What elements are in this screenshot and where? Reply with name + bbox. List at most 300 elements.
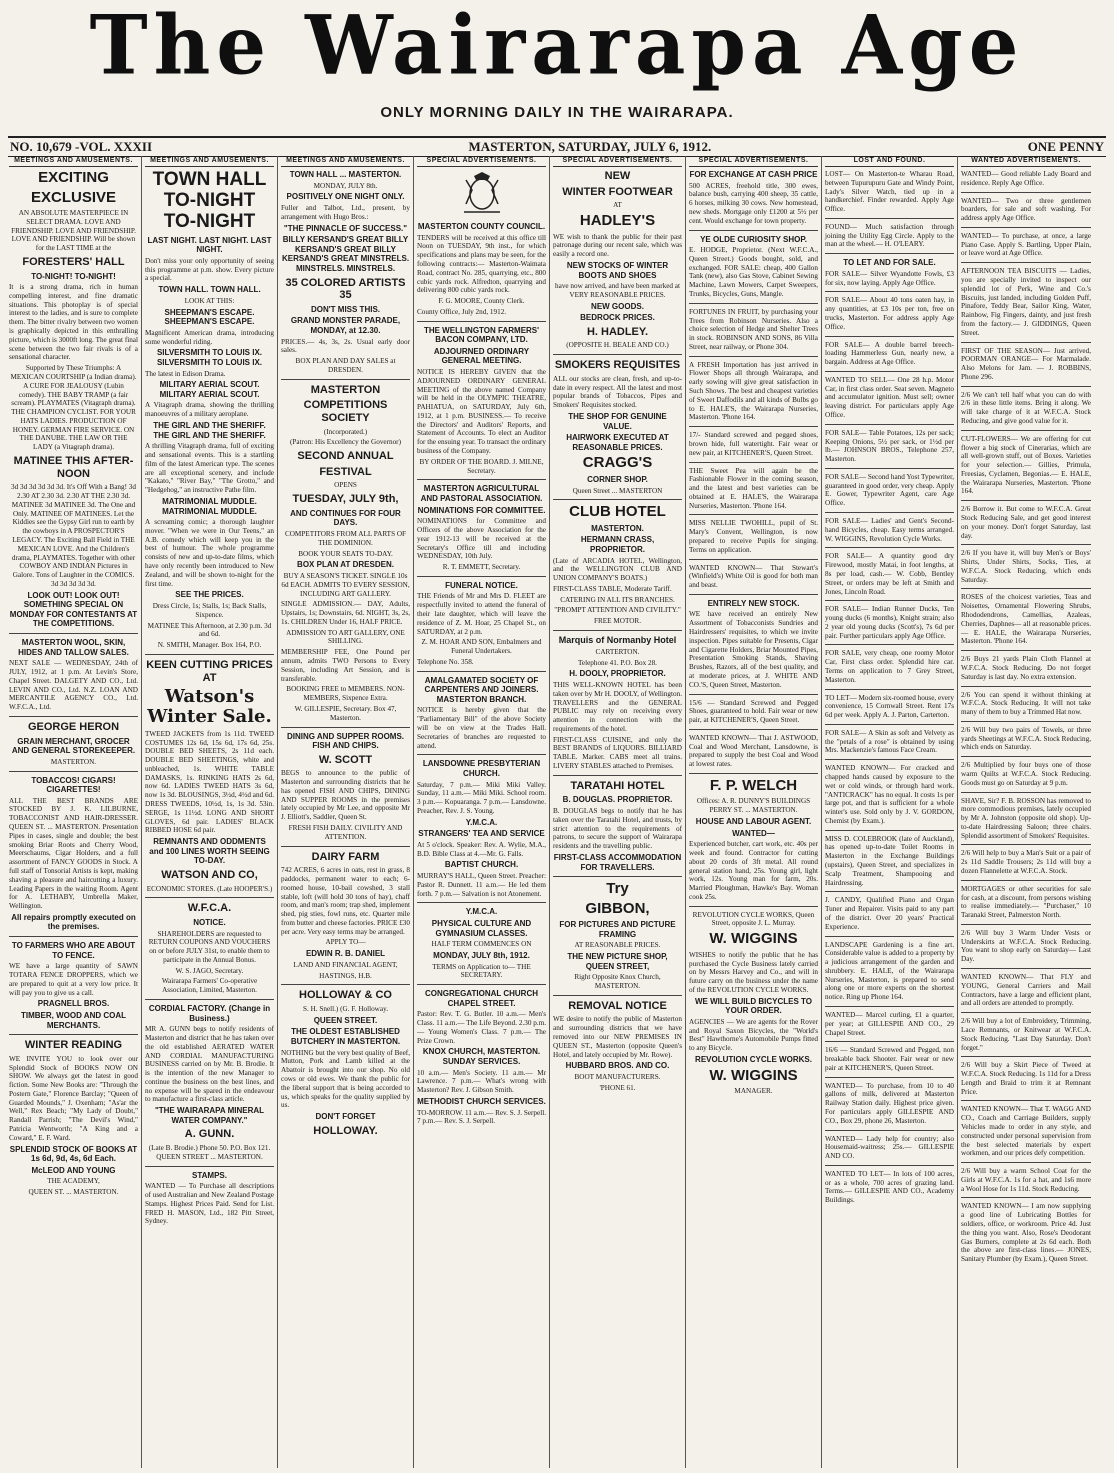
ad-text: 2/6 Borrow it. But come to W.F.C.A. Great Stock Reducing Sale, and get good interest on your money. Don't forget Saturday, last day. <box>961 505 1091 540</box>
ad-subheading: SHEEPMAN'S ESCAPE. SHEEPMAN'S ESCAPE. <box>164 307 255 327</box>
ad-subheading: HOUSE AND LABOUR AGENT. <box>695 817 812 827</box>
ad-text: Right Opposite Knox Church, MASTERTON. <box>574 973 661 991</box>
ad-subheading: HUBBARD BROS. AND CO. <box>565 1061 670 1071</box>
ad-subheading: CONGREGATIONAL CHURCH CHAPEL STREET. <box>424 989 539 1008</box>
divider <box>553 775 682 776</box>
divider <box>825 218 954 219</box>
divider <box>689 303 818 304</box>
column-8 <box>958 156 1094 1468</box>
column-5 <box>550 156 686 1468</box>
divider <box>145 897 274 898</box>
ad-subheading: QUEEN STREET. <box>313 1015 378 1025</box>
divider <box>961 192 1091 193</box>
issue-price: ONE PENNY <box>1027 139 1104 154</box>
divider <box>961 844 1091 845</box>
ad-heading: REMOVAL NOTICE <box>568 999 667 1012</box>
divider <box>689 356 818 357</box>
divider <box>961 430 1091 431</box>
ad-text: NOTICE is hereby given that the "Parliamentary Bill" of the above Society will be on view at the Trades Hall. Secretaries of branches are requested to attend. <box>417 706 546 750</box>
ad-text: FOUND— Much satisfaction through joining the Utility Egg Circle. Apply to the man at the wheel.— H. O'LEARY. <box>825 222 954 249</box>
divider <box>417 902 546 903</box>
ad-heading: COMPETITIONS SOCIETY <box>303 399 388 424</box>
ad-subheading: AND CONTINUES FOR FOUR DAYS. <box>290 508 401 528</box>
ad-text: HALF TERM COMMENCES ON <box>431 940 532 949</box>
ad-text: MORTGAGES or other securities for sale for cash, at a discount, from persons wishing to realise immediately.— "Purchaser," 10 Taranaki Street, Palmerston North. <box>961 884 1091 920</box>
ad-subheading: TO FARMERS WHO ARE ABOUT TO FENCE. <box>11 941 136 960</box>
divider <box>417 321 546 322</box>
ad-text: It is a strong drama, rich in human compelling interest, and fine dramatic situations. This photoplay is of special interest to the ladies, and is sure to complete them. The bitter rivalry between two women is graphically depicted in this enthralling picture, which is 3000ft long. The great final scene between the two fair rivals is of a sensational character. <box>9 283 138 362</box>
ad-text: ADMISSION TO ART GALLERY, ONE SHILLING. <box>286 628 405 646</box>
ad-subheading: METHODIST CHURCH SERVICES. <box>417 1096 546 1106</box>
ad-text: TO LET— Modern six-roomed house, every convenience, 15 Cornwall Street. Rent 17s 6d per week. Apply A. J. Parton, Carterton. <box>825 693 954 720</box>
ad-text: (Late of ARCADIA HOTEL, Wellington, and the WELLINGTON CLUB AND UNION COMPANY'S BOATS.) <box>553 556 682 583</box>
ad-text: 17/- Standard screwed and pegged shoes, brown hide, full watertight. Fair wear or new pair, at KITCHENER'S, Queen Street. <box>689 431 818 457</box>
ad-subheading: CORDIAL FACTORY. (Change in Business.) <box>148 1004 271 1023</box>
ad-text: SHAREHOLDERS are requested to RETURN COUPONS AND VOUCHERS on or before JULY 31st, to enable them to participate in the Annual Bonus. <box>148 929 271 964</box>
ad-text: (OPPOSITE H. BEALE AND CO.) <box>566 341 669 350</box>
divider <box>961 756 1091 757</box>
column-2 <box>142 156 278 1468</box>
ad-text: WANTED KNOWN— That FLY and YOUNG, General Carriers and Mail Contractors, have a large and efficient plant, and all orders are attended to promptly. <box>961 973 1091 1008</box>
divider <box>961 650 1091 651</box>
ad-subheading: FOR EXCHANGE AT CASH PRICE <box>689 170 818 179</box>
ad-text: 'PHONE 61. <box>599 1083 636 1092</box>
ad-text: FOR SALE— Ladies' and Gent's Second-hand Bicycles, cheap. Easy terms arranged. W. WIGGINS, Revolution Cycle Works. <box>825 517 954 543</box>
ad-subheading: NOMINATIONS FOR COMMITTEE. <box>417 505 546 515</box>
column-header: MEETINGS AND AMUSEMENTS. <box>9 156 138 167</box>
ad-subheading: TOBACCOS! CIGARS! CIGARETTES! <box>31 775 116 795</box>
ad-subheading: TOWN HALL ... MASTERTON. <box>289 170 402 179</box>
ad-subheading: STAMPS. <box>192 1170 227 1180</box>
column-4 <box>414 156 550 1468</box>
ad-text: FOR SALE— Second hand Yost Typewriter, guaranteed in good order, very cheap. Apply E. Gower, Typewriter Agent, care Age Office. <box>825 472 954 508</box>
ad-text: WANTED KNOWN— That J. ASTWOOD, Coal and Wood Merchant, Lansdowne, is prepared to supply the best Coal and Wood at lowest rates. <box>689 733 818 769</box>
ad-subheading: HAIRWORK EXECUTED AT REASONABLE PRICES. <box>566 433 669 452</box>
ad-subheading: MASTERTON. <box>591 523 644 533</box>
ad-text: MASTERTON. <box>50 757 97 766</box>
ad-heading: Try <box>606 880 629 898</box>
divider <box>961 880 1091 881</box>
ad-text: TENDERS will be received at this office till Noon on TUESDAY, 9th inst., for which specifications and plans may be seen, for the following contracts:— Masterton-Waimata Road, contract No. 285, quarrying, etc., 800 cubic yards rock. Alfredton, quarrying and delivering 800 cubic yards rock. <box>417 233 546 295</box>
ad-heading: W. WIGGINS <box>709 1066 798 1084</box>
ad-heading: FESTIVAL <box>319 465 372 478</box>
ad-subheading: YE OLDE CURIOSITY SHOP. <box>700 234 807 244</box>
divider <box>689 729 818 730</box>
ad-text: County Office, July 2nd, 1912. <box>417 307 507 316</box>
divider <box>553 995 682 996</box>
ad-subheading: MATRIMONIAL MUDDLE. MATRIMONIAL MUDDLE. <box>162 496 257 516</box>
ad-heading: HADLEY'S <box>579 212 656 230</box>
ad-text: ROSES of the choicest varieties, Teas and Noisettes, Ornamental Flowering Shrubs, Rhododendrons, Camellias, Azaleas, Cherries, Daphnes— all at reasonable prices.— E. HALE, the Wairarapa Nurseries, Masterton. 'Phone 164. <box>961 593 1091 646</box>
ad-text: AT REASONABLE PRICES. <box>574 941 661 950</box>
ad-subheading: LAST NIGHT. LAST NIGHT. LAST NIGHT. <box>147 235 272 255</box>
ad-text: COMPETITORS FROM ALL PARTS OF THE DOMINION. <box>284 530 407 547</box>
ad-heading: SECOND ANNUAL <box>297 450 394 463</box>
ad-text: FOR SALE— About 40 tons oaten hay, in any quantities, at £3 10s per ton, free on trucks, Masterton. For address apply Age Office. <box>825 296 954 331</box>
divider <box>145 1166 274 1167</box>
ad-text: LOOK AT THIS: <box>184 296 235 305</box>
ad-text: THE ACADEMY, <box>47 1177 100 1186</box>
ad-heading: F. P. WELCH <box>709 776 798 794</box>
ad-text: BUY A SEASON'S TICKET. SINGLE 10s 6d EACH. ADMITS TO EVERY SESSION, INCLUDING ART GALLERY. <box>281 572 410 598</box>
ad-subheading: REMNANTS AND ODDMENTS and 100 LINES WORTH SEEING TO-DAY. <box>149 837 270 866</box>
column-header: MEETINGS AND AMUSEMENTS. <box>145 156 274 167</box>
divider <box>961 262 1091 263</box>
ad-subheading: MONDAY, JULY 8th, 1912. <box>433 950 530 960</box>
ad-heading: W. WIGGINS <box>709 930 798 948</box>
ad-text: WE desire to notify the public of Masterton and surrounding districts that we have removed into our NEW PREMISES IN QUEEN ST., Masterton (opposite Queen's Hotel, and lately occupied by Mr. Rowe). <box>553 1015 682 1059</box>
ad-subheading: Marquis of Normanby Hotel <box>558 635 677 646</box>
ad-subheading: THE NEW PICTURE SHOP, QUEEN STREET, <box>567 952 668 971</box>
ad-subheading: STRANGERS' TEA AND SERVICE <box>418 829 545 839</box>
ad-text: WE have received an entirely New Assortment of Tobacconists Sundries and Hairdressers' requisites, to which we invite inspection. Pipes suitable for Presents, Cigar and Cigarette Holders, Briar Mounted Pipes, Presentation Smoking Stands, Shaving Brushes, Razors, all of the best quality, and at moderate prices, at J. WHITE AND CO.'S, Queen Street, Masterton. <box>689 610 818 689</box>
divider <box>961 1012 1091 1013</box>
ad-text: 2/6 If you have it, will buy Men's or Boys' Shirts, Under Shirts, Socks, Ties, at W.F.C.A. Stock Reducing, which ends Saturday. <box>961 549 1091 584</box>
ad-subheading: Y.M.C.A. <box>465 817 498 827</box>
ad-subheading: MASTERTON WOOL, SKIN, HIDES AND TALLOW SALES. <box>18 638 129 657</box>
ad-heading: CRAGG'S <box>582 454 653 472</box>
ad-text: R. T. EMMETT, Secretary. <box>442 563 521 572</box>
ad-subheading: BAPTIST CHURCH. <box>444 860 519 870</box>
ad-text: FOR SALE— Table Potatoes, 12s per sack; Keeping Onions, 5½ per sack, or 1½d per lb.— JOHNSON BROS., Telephone 257, Masterton. <box>825 428 954 464</box>
ad-text: AN ABSOLUTE MASTERPIECE IN SELECT DRAMA. LOVE AND FRIENDSHIP. LOVE AND FRIENDSHIP. LOVE AND FRIENDSHIP. Will be shown for the LAST TIME at the <box>11 209 136 253</box>
ad-subheading: WANTED— <box>732 828 775 838</box>
ad-subheading: FIRST-CLASS ACCOMMODATION FOR TRAVELLERS. <box>553 852 682 872</box>
divider <box>961 1056 1091 1057</box>
ad-text: BY ORDER OF THE BOARD. J. MILNE, Secretary. <box>419 457 544 475</box>
ad-text: FOR SALE— A double barrel breech-loading Hammerless Gun, nearly new, a bargain. Address at Age Office. <box>825 340 954 367</box>
divider <box>961 227 1091 228</box>
ad-text: Dress Circle, 1s; Stalls, 1s; Back Stalls, Sixpence. <box>152 601 267 619</box>
divider <box>825 424 954 425</box>
divider <box>825 1041 954 1042</box>
columns <box>6 156 1108 1468</box>
divider <box>689 462 818 463</box>
divider <box>9 1034 138 1035</box>
divider <box>689 906 818 907</box>
divider <box>9 716 138 717</box>
ad-text: FOR SALE— A Skin as soft and Velvety as the "petals of a rose" is obtained by using Mrs. Mackenzie's famous Face Cream. <box>825 728 954 755</box>
divider <box>825 1077 954 1078</box>
ad-text: (Patron: His Excellency the Governor) <box>290 438 401 447</box>
ad-text: Don't miss your only opportunity of seeing this programme at p.m. show. Every picture a special. <box>145 256 274 283</box>
divider <box>417 671 546 672</box>
ad-subheading: MASTERTON COUNTY COUNCIL. <box>417 222 546 231</box>
ad-subheading: H. DOOLY, PROPRIETOR. <box>569 669 666 679</box>
ad-subheading: NOTICE. <box>193 917 226 927</box>
ad-subheading: ADJOURNED ORDINARY GENERAL MEETING. <box>433 346 530 366</box>
divider <box>553 876 682 877</box>
divider <box>961 386 1091 387</box>
ad-text: WANTED TO SELL— One 28 h.p. Motor Car, in first class order. Seat seven. Magneto and accumulator ignition. Must sell; owner leaving district. For particulars apply Age Office. <box>825 375 954 419</box>
ad-text: AT <box>613 201 622 210</box>
divider <box>9 771 138 772</box>
ad-text: A thrilling Vitagraph drama, full of exciting and sensational events. This is a startling film of the latest American type. The scenes are all exceptional scenery, and include "Kakato," "River Bay," "The Grotto," and "Hedgehog," an instructive Pathe film. <box>145 442 274 495</box>
ad-subheading: THE WELLINGTON FARMERS' BACON COMPANY, LTD. <box>423 325 540 345</box>
ad-text: Telephone No. 358. <box>417 657 474 666</box>
ad-text: The latest in Edison Drama. <box>145 369 226 378</box>
divider <box>145 654 274 655</box>
divider <box>961 1162 1091 1163</box>
ad-text: MONDAY, JULY 8th. <box>313 181 378 190</box>
ad-text: At 5 o'clock. Speaker: Rev. A. Wylie, M.A., B.D. Bible Class at 4.—Mr. G. Falls. <box>417 840 546 858</box>
ad-subheading: McLEOD AND YOUNG <box>31 1165 116 1175</box>
divider <box>825 1006 954 1007</box>
divider <box>961 1197 1091 1198</box>
ad-text: THE Sweet Pea will again be the Fashionable Flower in the coming season, and the latest and best varieties can be obtained at E. HALE'S, the Wairarapa Nurseries, Masterton. 'Phone 164. <box>689 466 818 510</box>
ad-heading: W. SCOTT <box>318 753 373 766</box>
ad-text: FORTUNES IN FRUIT, by purchasing your Trees from Robinson Nurseries. Also a choice selection of Hedge and Shelter Trees in stock. ROBINSON AND SONS, 86 Villa Street, near railway, or Phone 304. <box>689 307 818 351</box>
ad-text: MISS NELLIE TWOHILL, pupil of St. Mary's Convent, Wellington, is now prepared to receive Pupils for singing. Terms on application. <box>689 519 818 554</box>
ad-heading: H. HADLEY. <box>586 325 649 338</box>
ad-text: QUEEN ST. ... MASTERTON. <box>28 1188 119 1197</box>
ad-text: WE INVITE YOU to look over our Splendid Stock of BOOKS NOW ON SHOW. We always get the latest in good fiction. Some New Books are: "Through the Postern Gate," Florence Barclay; "Queen of Guarded Mounds," J. Oxenham; "As'ar the Well," Rex Beach; "My Lady of Doubt," Randall Parrish; "The Devil's Wind," Patricia Wentworth; "A King and a Coward," E. F. Ward. <box>9 1054 138 1142</box>
divider <box>145 999 274 1000</box>
ad-text: FREE MOTOR. <box>594 617 641 626</box>
ad-subheading: TO-NIGHT! TO-NIGHT! <box>31 271 116 281</box>
ad-text: Experienced butcher, cart work, etc. 40s per week and found. Contractor for cutting about 20 cords of 3ft metal. All round general station hand, 25s. Young girl, light work, 12s. Young man for farm, 20s. Married Ploughman, Hawke's Bay. Woman cook 25s. <box>689 840 818 901</box>
ad-subheading: All repairs promptly executed on the premises. <box>11 912 136 932</box>
ad-subheading: B. DOUGLAS. PROPRIETOR. <box>562 795 673 805</box>
ad-text: LOST— On Masterton-te Wharau Road, between Tupurupuru Gate and Windy Point, Lady's Silver Watch, tied up in a handkerchief. Finder rewarded. Apply Age Office. <box>825 170 954 214</box>
ad-text: APPLY TO— <box>325 938 366 947</box>
ad-heading: TOWN HALL TO-NIGHT TO-NIGHT <box>152 169 267 232</box>
divider <box>961 924 1091 925</box>
ad-text: 2/6 Will buy 3 Warm Under Vests or Underskirts at W.F.C.A. Stock Reducing. You want to shop early on Saturday— Last Day. <box>961 928 1091 964</box>
ad-subheading: AMALGAMATED SOCIETY OF CARPENTERS AND JOINERS. MASTERTON BRANCH. <box>424 675 539 704</box>
ad-text: 15/6 — Standard Screwed and Pegged Shoes, guaranteed to hold. Fair wear or new pair, at KITCHENER'S, Queen Street. <box>689 698 818 725</box>
ad-heading: GEORGE HERON <box>27 720 120 733</box>
ad-heading: Watson's Winter Sale. <box>147 686 272 727</box>
ad-text: SINGLE ADMISSION.— DAY, Adults, Upstairs, 1s; Downstairs, 6d. NIGHT, 3s, 2s, 1s. CHILDREN Under 16, HALF PRICE. <box>281 600 410 626</box>
ad-subheading: MILITARY AERIAL SCOUT. MILITARY AERIAL SCOUT. <box>159 380 260 399</box>
divider <box>553 354 682 355</box>
ad-text: CARTERTON. <box>595 647 640 656</box>
ad-subheading: DON'T MISS THIS. <box>310 304 380 314</box>
ad-subheading: THE GIRL AND THE SHERIFF. THE GIRL AND THE SHERIFF. <box>153 421 266 440</box>
ad-subheading: POSITIVELY ONE NIGHT ONLY. <box>286 192 405 202</box>
ad-text: MR A. GUNN begs to notify residents of Masterton and district that he has taken over the old established AERATED WATER AND CORDIAL MANUFACTURING BUSINESS carried on by Mr. B. Brodie. It is the intention of the new Manager to continue the business on the best lines, and no expense will be spared in the endeavour to manufacture a first-class article. <box>145 1025 274 1104</box>
ad-text: have now arrived, and have been marked at VERY REASONABLE PRICES. <box>555 282 680 299</box>
ad-text: E. HODGE, Proprietor. (Next W.F.C.A., Queen Street.) Goods bought, sold, and exchanged. FOR SALE: cheap, 400 Gallon Tank (new), also Gas Stove, Cabinet Sewing Machine, Lawn Mowers, Carpet Sweepers, Trunks, Bicycles, Guns, Mangle. <box>689 246 818 298</box>
ad-text: N. SMITH, Manager. Box 164, P.O. <box>157 641 262 650</box>
ad-text: 2/6 Will help to buy a Man's Suit or a pair of 2s 11d Saddle Trousers; 2s 11d will buy a dozen Flannelette at W.F.C.A. Stock. <box>961 849 1091 875</box>
ad-text: 2/6 Will buy two pairs of Towels, or three yards Sheetings at W.F.C.A. Stock Reducing, which ends on Saturday. <box>961 725 1091 752</box>
ad-heading: NEW <box>604 170 631 182</box>
ad-subheading: Y.M.C.A. <box>465 907 498 917</box>
column-header: MEETINGS AND AMUSEMENTS. <box>281 156 410 167</box>
ad-text: LAND AND FINANCIAL AGENT, <box>293 960 398 969</box>
ad-text: WANTED— Good reliable Lady Board and residence. Reply Age Office. <box>961 170 1091 187</box>
ad-subheading: TO LET AND FOR SALE. <box>843 258 936 268</box>
ad-subheading: PHYSICAL CULTURE AND GYMNASIUM CLASSES. <box>431 918 532 938</box>
column-3 <box>278 156 414 1468</box>
divider <box>417 984 546 985</box>
ad-text: F. G. MOORE, County Clerk. <box>438 297 525 306</box>
ad-text: S. H. Snell.) (G. F. Holloway. <box>302 1005 388 1014</box>
divider <box>825 689 954 690</box>
ad-heading: HOLLOWAY. <box>313 1124 378 1137</box>
ad-subheading: "THE WAIRARAPA MINERAL WATER COMPANY." <box>154 1106 265 1125</box>
ad-subheading: DON'T FORGET <box>315 1112 376 1122</box>
divider <box>689 230 818 231</box>
ad-text: W. S. JAGO, Secretary. <box>175 966 244 975</box>
ad-heading: MASTERTON <box>310 383 381 396</box>
ad-subheading: SPLENDID STOCK OF BOOKS AT 1s 6d, 9d, 4s, 6d Each. <box>9 1144 138 1164</box>
ad-heading: HOLLOWAY & CO <box>299 989 392 1002</box>
ad-subheading: MASTERTON AGRICULTURAL AND PASTORAL ASSOCIATION. <box>420 484 543 503</box>
ad-text: Telephone 41. P.O. Box 28. <box>578 658 657 667</box>
divider <box>825 371 954 372</box>
ad-subheading: FUNERAL NOTICE. <box>445 580 518 590</box>
divider <box>825 291 954 292</box>
ad-text: WISHES to notify the public that he has purchased the Cycle Business lately carried on by Messrs Harvey and Co., and will in future carry on the business under the name of the REVOLUTION CYCLE WORKS. <box>689 950 818 994</box>
ad-text: CUT-FLOWERS— We are offering for cut flower a big stock of Cinerarias, which are all well-grown stuff, out of Boxes. Varieties for your selection.— Gillies, Primula, Freesias, Cyclamen, Begonias.— E. HALE, the Wairarapa Nurseries, Masterton. 'Phone 164. <box>961 434 1091 496</box>
divider <box>825 644 954 645</box>
ad-text: FOR SALE— Indian Runner Ducks, Ten young ducks (6 months), Knight strain; also 2 year old young ducks (Scott's), 7s 6d per pair. Further particulars apply Age Office. <box>825 605 954 640</box>
ad-subheading: TIMBER, WOOD AND COAL MERCHANTS. <box>20 1010 127 1030</box>
ad-heading: W.F.C.A. <box>187 902 232 915</box>
ad-text: CATERING IN ALL ITS BRANCHES. <box>560 595 675 604</box>
ad-subheading: CORNER SHOP. <box>587 474 648 484</box>
ad-subheading: KNOX CHURCH, MASTERTON. SUNDAY SERVICES. <box>422 1047 541 1066</box>
divider <box>689 514 818 515</box>
ad-heading: CLUB HOTEL <box>569 503 666 521</box>
ad-text: (Late B. Brodie.) Phone 50. P.O. Box 121. QUEEN STREET ... MASTERTON. <box>148 1144 271 1161</box>
divider <box>9 936 138 937</box>
column-1 <box>6 156 142 1468</box>
ad-text: MATINEE This Afternoon, at 2.30 p.m. 3d and 6d. <box>147 621 272 639</box>
ad-text: B. DOUGLAS begs to notify that he has taken over the Taratahi Hotel, and trusts, by strict attention to the requirements of patrons, to secure the support of Wairarapa residents and the travelling public. <box>553 807 682 851</box>
ad-subheading: SEE THE PRICES. <box>175 590 244 600</box>
dateline <box>8 136 1106 157</box>
divider <box>689 559 818 560</box>
ad-text: TERMS on Application to— THE SECRETARY. <box>432 962 531 980</box>
column-header: LOST AND FOUND. <box>825 156 954 167</box>
divider <box>961 500 1091 501</box>
ad-text: Supported by These Triumphs: A MEXICAN COURTSHIP (a Indian drama). A CURE FOR JEALOUSY (Lubin comedy). THE BABY TRAMP (a fair scream). PLAYMATES (Vitagraph drama). THE CHAMPION CYCLIST. FOR YOUR HATS LADIES. PRODUCTION OF HONEY. GERMAN FIRE SERVICE. ON THE DANUBE. THE LAW OR THE LADY (a Vitagraph drama). <box>10 364 137 452</box>
ad-heading: EXCLUSIVE <box>30 188 117 206</box>
ad-text: Saturday, 7 p.m.— Miki Miki Valley. Sunday, 11 a.m.— Miki Miki. School room. 3 p.m.— Kopuaranga. 7 p.m.— Lansdowne. Preacher, Rev. J. S. Young. <box>417 780 546 815</box>
ad-text: 742 ACRES, 6 acres in oats, rest in grass, 8 paddocks, permanent water to each; 6-roomed house, 10-bail cowshed, 3 stall stable, loft (will hold 30 tons of hay), chaff room, and man's room; trap shed, implement shed, pig sties, fowl runs, etc. Quarter mile from butter and cheese factories. PRICE £30 per acre. Very easy terms may be arranged. <box>281 866 410 936</box>
ad-text: 2/6 Will buy a lot of Embroidery, Trimming, Lace Remnants, or Knitwear at W.F.C.A. Stock Reducing. "Last Day Saturday. Don't forget." <box>961 1017 1091 1052</box>
ad-text: NOMINATIONS for Committee and Officers of the above Association for the year 1912-13 will be received at the Secretary's Office till and including WEDNESDAY, 10th July. <box>417 517 546 561</box>
ad-heading: TUESDAY, JULY 9th, <box>292 493 399 506</box>
ad-text: WANTED KNOWN— That T. WAGG AND CO., Coach and Carriage Builders, supply Vehicles made to order in any style, and constructed under personal supervision from the best selected materials by expert workmen, and our prices defy competition. <box>961 1105 1091 1158</box>
ad-text: ECONOMIC STORES. (Late HOOPER'S.) <box>146 884 273 893</box>
ad-text: Pastor: Rev. T. G. Butler. 10 a.m.— Men's Class. 11 a.m.— The Life Beyond. 2.30 p.m.— Young Women's Class. 7 p.m.— The Prize Crown. <box>417 1010 546 1045</box>
ad-text: AFTERNOON TEA BISCUITS — Ladies, you are specially invited to inspect our splendid lot of Perk, Wine and Co.'s Biscuits, just landed, including Golden Puff, Pinafore, Teddy Bear, Sailor King, Water, Rainbow, Fig Fingers, dainty, and just fresh from the factory.— J. GIDDINGS, Queen Street. <box>961 267 1091 337</box>
ad-subheading: GRAIN MERCHANT, GROCER AND GENERAL STOREKEEPER. <box>11 736 136 756</box>
ad-text: 2/6 We can't tell half what you can do with 2/6 in these little items. Bring it along. We will take charge of it at W.F.C.A. Stock Reducing, and give good value for it. <box>961 390 1091 425</box>
ad-heading: EXCITING <box>38 169 109 186</box>
ad-text: 500 ACRES, freehold title, 300 ewes, balance bush, carrying 400 sheep, 35 cattle, 6 horses, milking 30 cows. New homestead, new sheds. Mortgage only £1200 at 5½ per cent. Would exchange for town property. <box>689 181 818 225</box>
ad-text: MANAGER. <box>734 1087 773 1096</box>
ad-subheading: TOWN HALL. TOWN HALL. <box>158 285 261 295</box>
ad-text: WANTED — To Purchase all descriptions of used Australian and New Zealand Postage Stamps. Highest Prices Paid. Send for List. FRED H. MASON, Ltd., 182 Pitt Street, Sydney. <box>145 1182 274 1226</box>
ad-subheading: EDWIN R. B. DANIEL <box>305 949 386 959</box>
ad-text: A FRESH Importation has just arrived in Flower Shops all through Wairarapa, and early sowing will give great satisfaction in Such Shows. The best and cheapest varieties of Sweet Daffodils and all kinds of Bulbs go to E. HALE'S, the Wairarapa Nurseries, Masterton. 'Phone 164. <box>689 360 818 422</box>
divider <box>281 846 410 847</box>
ad-subheading: HERMANN CRASS, PROPRIETOR. <box>580 535 655 554</box>
divider <box>961 1100 1091 1101</box>
ad-text: 2/6 Will buy a warm School Coat for the Girls at W.F.C.A. 1s for a hat, and 1s6 more a Wool Hose for 1s 11d. Stock Reducing. <box>961 1167 1091 1193</box>
ad-subheading: SILVERSMITH TO LOUIS IX. SILVERSMITH TO LOUIS IX. <box>156 348 263 367</box>
ad-text: BOOT MANUFACTURERS. <box>574 1072 661 1081</box>
ad-text: NOTICE IS HEREBY GIVEN that the ADJOURNED ORDINARY GENERAL MEETING of the above named Company will be held in the OLYMPIC THEATRE, PAHIATUA, on SATURDAY, July 6th, 1912, at 1 p.m. BUSINESS.— To receive the Directors' and Auditors' Reports, and Statement of Accounts. To elect an Auditor for the ensuing year. To transact the ordinary business of the Company. <box>417 368 546 456</box>
ad-text: NEXT SALE — WEDNESDAY, 24th of JULY, 1912, at 1 p.m. At Levin's Store, Chapel Street. DALGETY AND CO., Ltd. LEVIN AND CO., Ltd. N.Z. LOAN AND MERCANTILE AGENCY CO., Ltd. W.F.C.A., Ltd. <box>9 659 138 712</box>
divider <box>961 792 1091 793</box>
ad-text: Fuller and Talbot, Ltd., present, by arrangement with Hugo Bros.: <box>281 203 410 221</box>
crest-icon <box>417 170 546 220</box>
ad-text: Magnificent American drama, introducing some wonderful riding. <box>145 328 274 346</box>
ad-heading: KEEN CUTTING PRICES AT <box>146 658 273 684</box>
ad-text: J. CANDY, Qualified Piano and Organ Tuner and Repairer. Visits paid to any part of the district. Over 20 years' Practical Experience. <box>825 896 954 931</box>
ad-text: 2/6 Will buy a Skirt Piece of Tweed at W.F.C.A. Stock Reducing. 1s 11d for a Dress Length and Braid to trim it at Remnant Price. <box>961 1061 1091 1096</box>
ad-subheading: THE OLDEST ESTABLISHED BUTCHERY IN MASTERTON. <box>290 1027 401 1047</box>
divider <box>825 600 954 601</box>
divider <box>825 759 954 760</box>
ad-text: FOR SALE— Silver Wyandotte Fowls, £3 for six, now laying. Apply Age Office. <box>825 269 954 287</box>
ad-subheading: WE WILL BUILD BICYCLES TO YOUR ORDER. <box>694 996 813 1016</box>
ad-text: BOOK YOUR SEATS TO-DAY. <box>298 549 393 558</box>
ad-subheading: NEW GOODS. <box>591 301 644 311</box>
ad-text: FOR SALE, very cheap, one roomy Motor Car, First class order. Splendid hire car. Terms on application to 7 Grey Street, Masterton. <box>825 649 954 684</box>
ad-text: MEMBERSHIP FEE, One Pound per annum, admits TWO Persons to Every Session, including Art Session, and is transferable. <box>281 648 410 683</box>
ad-subheading: BEDROCK PRICES. <box>580 313 655 323</box>
divider <box>961 968 1091 969</box>
divider <box>553 499 682 500</box>
ad-heading: A. GUNN. <box>184 1128 235 1141</box>
divider <box>689 426 818 427</box>
ad-subheading: THE SHOP FOR GENUINE VALUE. <box>568 412 667 431</box>
ad-text: WANTED KNOWN— I am now supplying a good line of Lubricating Bottles for soldiers, office, or workroom. Price 4d. Just the thing you want. Also, Rose's Deodorant Gas Burners, complete at 2s 6d each. Both the above are first-class lines.— JONES, Sanitary Plumber (by Exam.), Queen Street. <box>961 1202 1091 1264</box>
ad-text: THE Friends of Mr and Mrs D. FLEET are respectfully invited to attend the funeral of their late daughter, which will leave the residence of Z. M. Hoar, 25 Chapel St., on SATURDAY, at 2 p.m. <box>417 592 546 636</box>
ad-heading: TARATAHI HOTEL <box>570 779 665 792</box>
ad-subheading: LANSDOWNE PRESBYTERIAN CHURCH. <box>422 759 541 778</box>
ad-heading: WINTER FOOTWEAR <box>562 185 673 198</box>
ad-text: Offices: A. R. DUNNY'S BUILDINGS PERRY ST. ... MASTERTON. <box>696 797 811 815</box>
ad-text: AGENCIES — We are agents for the Rover and Royal Saxon Bicycles, the "World's Best" Hawthorne's Automobile Pumps fitted to any Bicycle. <box>689 1017 818 1053</box>
ad-text: FOR SALE— A quantity good dry Firewood, mostly Matai, in foot lengths, at 8s per load, cash.— W. Cobb, Bentley Street, or orders may be left at Smith and Jones, Lincoln Road. <box>825 552 954 596</box>
ad-text: FIRST OF THE SEASON— Just arrived, POORMAN ORANGE— For Marmalade. Also Melons for Jam. — J. ROBBINS, Phone 296. <box>961 346 1091 381</box>
ad-text: MURRAY'S HALL, Queen Street. Preacher: Pastor R. Dunnett. 11 a.m.— He led them forth. 7 p.m.— Salvation is not Atonement. <box>417 872 546 898</box>
divider <box>961 686 1091 687</box>
ad-text: WANTED TO LET— In lots of 100 acres, or as a whole, 700 acres of grazing land. Terms.— GILLESPIE AND CO., Academy Buildings. <box>825 1169 954 1205</box>
divider <box>825 936 954 937</box>
ad-subheading: FOR PICTURES AND PICTURE FRAMING <box>559 920 676 939</box>
ad-text: 2/6 Multiplied by four buys one of those warm Quilts at W.F.C.A. Stock Reducing. Goods must go on Saturday at 9 p.m. <box>961 761 1091 787</box>
divider <box>689 694 818 695</box>
ad-text: TO-MORROW. 11 a.m.— Rev. S. J. Serpell. 7 p.m.— Rev. S. J. Serpell. <box>417 1108 546 1126</box>
ad-text: NOTHING but the very best quality of Beef, Mutton, Pork and Lamb killed at the Abattoir is brought into our shop. No old cows or old ewes. We thank the public for the liberal support that is being accorded to us, which speaks for the quality supplied by us. <box>281 1048 410 1110</box>
ad-subheading: ENTIRELY NEW STOCK. <box>707 598 800 608</box>
column-header: SPECIAL ADVERTISEMENTS. <box>689 156 818 167</box>
divider <box>961 721 1091 722</box>
column-header: SPECIAL ADVERTISEMENTS. <box>553 156 682 167</box>
ad-text: 2/6 Buys 21 yards Plain Cloth Flannel at W.F.C.A. Stock Reducing. Do not forget Saturday is last day. No extra extension. <box>961 655 1091 681</box>
ad-text: W. GILLESPIE, Secretary. Box 47, Masterton. <box>294 704 397 722</box>
ad-text: BOX PLAN AND DAY SALES at DRESDEN. <box>295 357 396 374</box>
divider <box>9 633 138 634</box>
ad-text: 10 a.m.— Men's Society. 11 a.m.— Mr Lawrence. 7 p.m.— What's wrong with Masterton? Rev. J. Gibson Smith. <box>417 1068 546 1095</box>
divider <box>825 830 954 831</box>
divider <box>825 724 954 725</box>
ad-heading: DAIRY FARM <box>311 850 380 863</box>
divider <box>961 544 1091 545</box>
ad-text: PRICES.— 4s, 3s, 2s. Usual early door sales. <box>281 337 410 355</box>
ad-subheading: BILLY KERSAND'S GREAT BILLY KERSAND'S GREAT BILLY KERSAND'S GREAT MINSTRELS. MINSTRELS. MINSTRELS. <box>281 235 410 273</box>
